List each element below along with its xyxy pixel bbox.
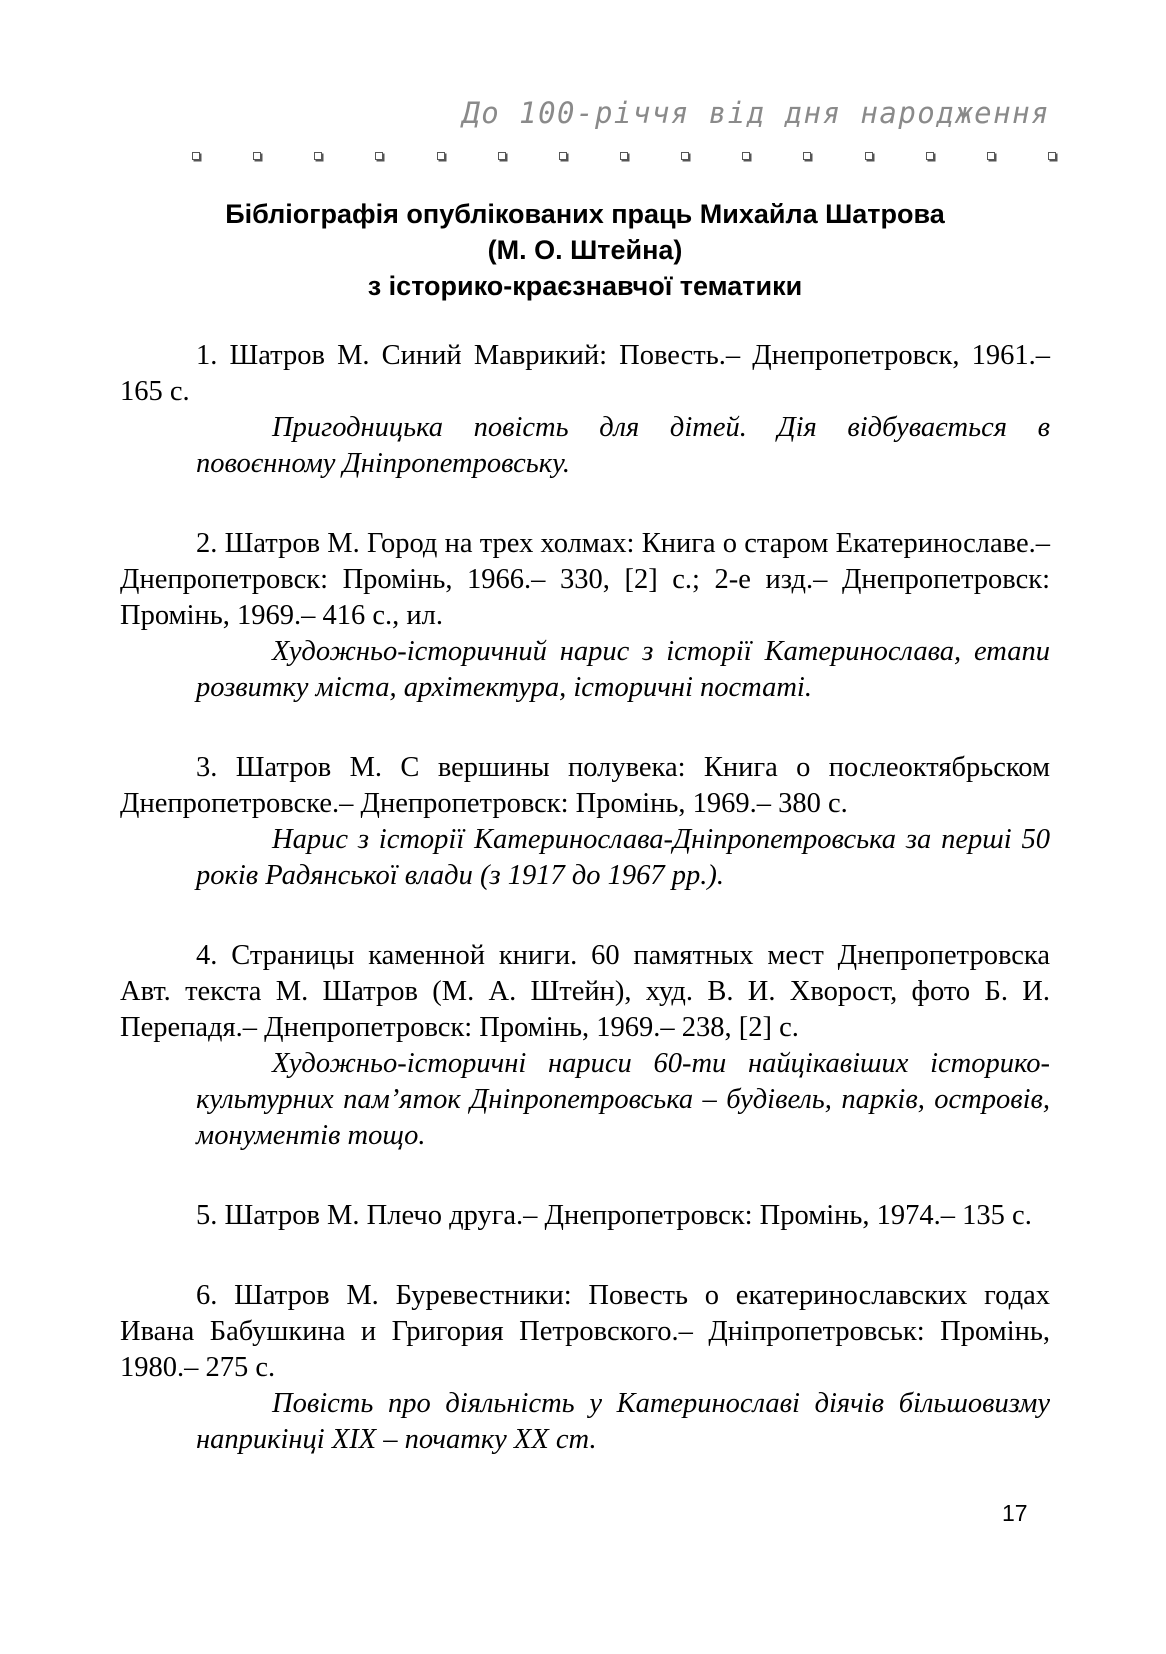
title-line-2: (М. О. Штейна) (487, 235, 683, 265)
bullet-icon (926, 152, 934, 160)
entry-reference: 5. Шатров М. Плечо друга.– Днепропетровск: Промінь, 1974.– 135 с. (196, 1200, 1032, 1231)
running-header: До 100-річчя від дня народження (462, 96, 1050, 130)
entry-reference: 6. Шатров М. Буревестники: Повесть о екатеринославских годах Ивана Бабушкина и Григория Петровского.– Дніпропетровськ: Промінь, 1980.– 275 с. (120, 1280, 1050, 1383)
bibliography-list (120, 338, 1050, 1502)
bibliography-entry-6 (120, 1278, 1050, 1458)
entry-reference: 2. Шатров М. Город на трех холмах: Книга о старом Екатеринославе.– Днепропетровск: Промінь, 1966.– 330, [2] с.; 2-е изд.– Днепропетровск: Промінь, 1969.– 416 с., ил. (120, 528, 1050, 631)
bibliography-entry-3 (120, 750, 1050, 894)
bullet-icon (620, 152, 628, 160)
bullet-icon (314, 152, 322, 160)
entry-annotation: Нарис з історії Катеринослава-Дніпропетровська за перші 50 років Радянської влади (з 1917 до 1967 рр.). (196, 824, 1050, 891)
bullet-icon (498, 152, 506, 160)
entry-annotation: Повість про діяльність у Катеринославі діячів більшовизму наприкінці XIX – початку XX ст. (196, 1388, 1050, 1455)
bullet-icon (987, 152, 995, 160)
bullet-icon (803, 152, 811, 160)
bullet-icon (742, 152, 750, 160)
bullet-icon (559, 152, 567, 160)
title-line-1: Бібліографія опублікованих праць Михайла Шатрова (225, 199, 945, 229)
entry-annotation: Пригодницька повість для дітей. Дія відбувається в повоєнному Дніпропетровську. (196, 412, 1050, 479)
decorative-bullet-row (192, 152, 1056, 160)
bullet-icon (253, 152, 261, 160)
bibliography-entry-1 (120, 338, 1050, 482)
page-number: 17 (1002, 1500, 1028, 1526)
bullet-icon (865, 152, 873, 160)
entry-annotation: Художньо-історичні нариси 60-ти найцікавіших історико-культурних пам’яток Дніпропетровська – будівель, парків, островів, монументів тощо. (196, 1048, 1050, 1151)
bibliography-entry-5 (120, 1198, 1050, 1234)
bullet-icon (681, 152, 689, 160)
entry-reference: 3. Шатров М. С вершины полувека: Книга о послеоктябрьском Днепропетровске.– Днепропетровск: Промінь, 1969.– 380 с. (120, 752, 1050, 819)
document-title (120, 196, 1050, 304)
title-line-3: з історико-краєзнавчої тематики (367, 271, 803, 301)
entry-annotation: Художньо-історичний нарис з історії Катеринослава, етапи розвитку міста, архітектура, історичні постаті. (196, 636, 1050, 703)
bullet-icon (375, 152, 383, 160)
entry-reference: 4. Страницы каменной книги. 60 памятных мест Днепропетровска Авт. текста М. Шатров (М. А. Штейн), худ. В. И. Хворост, фото Б. И. Перепадя.– Днепропетровск: Промінь, 1969.– 238, [2] с. (120, 940, 1050, 1043)
bullet-icon (437, 152, 445, 160)
bibliography-entry-2 (120, 526, 1050, 706)
bibliography-entry-4 (120, 938, 1050, 1154)
bullet-icon (192, 152, 200, 160)
entry-reference: 1. Шатров М. Синий Маврикий: Повесть.– Днепропетровск, 1961.– 165 с. (120, 340, 1050, 407)
bullet-icon (1048, 152, 1056, 160)
